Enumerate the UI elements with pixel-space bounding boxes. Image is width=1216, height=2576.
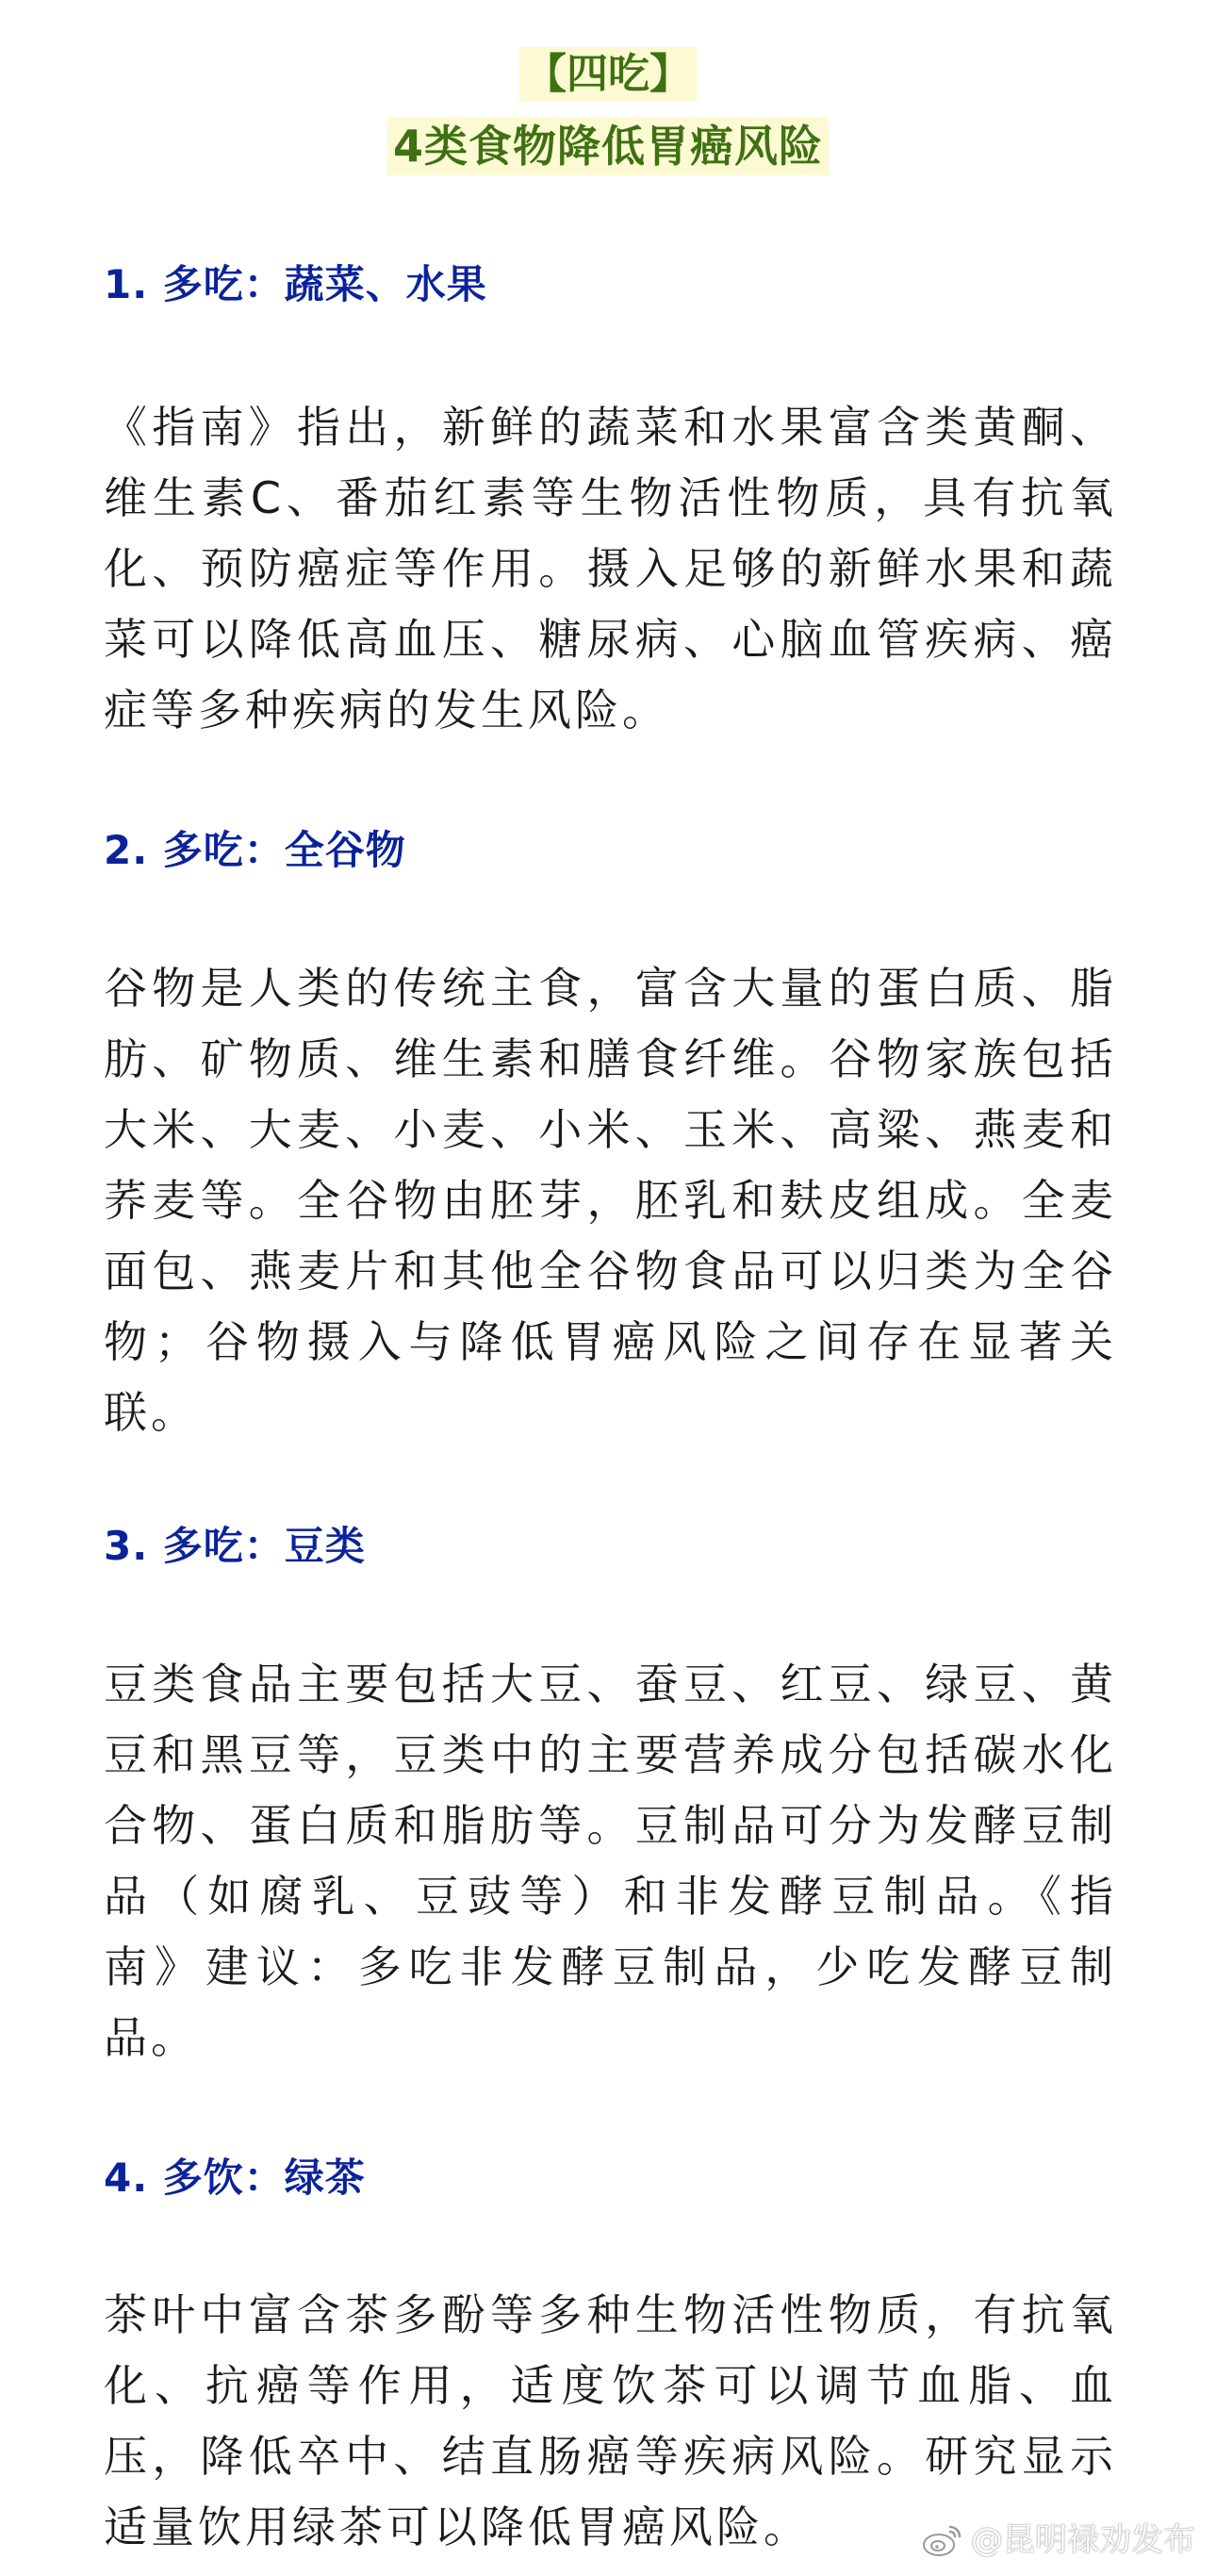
title-line-1-wrap bbox=[0, 47, 1216, 102]
section-body-legumes bbox=[104, 1649, 1117, 2073]
body-line: 化、预防癌症等作用。摄入足够的新鲜水果和蔬 bbox=[104, 543, 1117, 594]
body-line: 合物、蛋白质和脂肪等。豆制品可分为发酵豆制 bbox=[104, 1800, 1117, 1851]
body-line: 豆类食品主要包括大豆、蚕豆、红豆、绿豆、黄 bbox=[104, 1659, 1117, 1709]
section-heading-legumes: 3. 多吃：豆类 bbox=[104, 1523, 366, 1569]
body-line: 品。 bbox=[104, 2012, 198, 2063]
section-body-whole-grains bbox=[104, 953, 1117, 1448]
body-line: 荞麦等。全谷物由胚芽，胚乳和麸皮组成。全麦 bbox=[104, 1175, 1117, 1226]
watermark bbox=[922, 2519, 1195, 2561]
section-heading-whole-grains: 2. 多吃：全谷物 bbox=[104, 827, 406, 873]
body-line: 适量饮用绿茶可以降低胃癌风险。 bbox=[104, 2502, 811, 2552]
body-line: 南》建议：多吃非发酵豆制品，少吃发酵豆制 bbox=[104, 1941, 1117, 1992]
section-heading-green-tea: 4. 多饮：绿茶 bbox=[104, 2155, 366, 2201]
body-line: 品（如腐乳、豆豉等）和非发酵豆制品。《指 bbox=[104, 1871, 1117, 1922]
title-line-2-wrap bbox=[0, 117, 1216, 175]
body-line: 化、抗癌等作用，适度饮茶可以调节血脂、血 bbox=[104, 2360, 1117, 2411]
section-body-vegetables-fruits bbox=[104, 392, 1117, 746]
body-line: 豆和黑豆等，豆类中的主要营养成分包括碳水化 bbox=[104, 1729, 1117, 1780]
body-line: 谷物是人类的传统主食，富含大量的蛋白质、脂 bbox=[104, 963, 1117, 1014]
body-line: 大米、大麦、小麦、小米、玉米、高粱、燕麦和 bbox=[104, 1104, 1117, 1155]
body-line: 物；谷物摄入与降低胃癌风险之间存在显著关 bbox=[104, 1316, 1117, 1367]
watermark-text: @昆明禄劝发布 bbox=[971, 2521, 1195, 2559]
body-line: 面包、燕麦片和其他全谷物食品可以归类为全谷 bbox=[104, 1246, 1117, 1296]
section-heading-vegetables-fruits: 1. 多吃：蔬菜、水果 bbox=[104, 261, 487, 307]
body-line: 联。 bbox=[104, 1387, 198, 1438]
body-line: 肪、矿物质、维生素和膳食纤维。谷物家族包括 bbox=[104, 1033, 1117, 1084]
body-line: 《指南》指出，新鲜的蔬菜和水果富含类黄酮、 bbox=[104, 402, 1117, 453]
body-line: 症等多种疾病的发生风险。 bbox=[104, 685, 669, 735]
title-line-1: 【四吃】 bbox=[519, 47, 697, 102]
body-line: 压，降低卒中、结直肠癌等疾病风险。研究显示 bbox=[104, 2431, 1117, 2482]
body-line: 茶叶中富含茶多酚等多种生物活性物质，有抗氧 bbox=[104, 2289, 1117, 2340]
title-line-2: 4类食物降低胃癌风险 bbox=[387, 117, 829, 175]
body-line: 菜可以降低高血压、糖尿病、心脑血管疾病、癌 bbox=[104, 614, 1117, 665]
body-line: 维生素C、番茄红素等生物活性物质，具有抗氧 bbox=[104, 472, 1117, 523]
weibo-logo-icon bbox=[922, 2521, 965, 2559]
